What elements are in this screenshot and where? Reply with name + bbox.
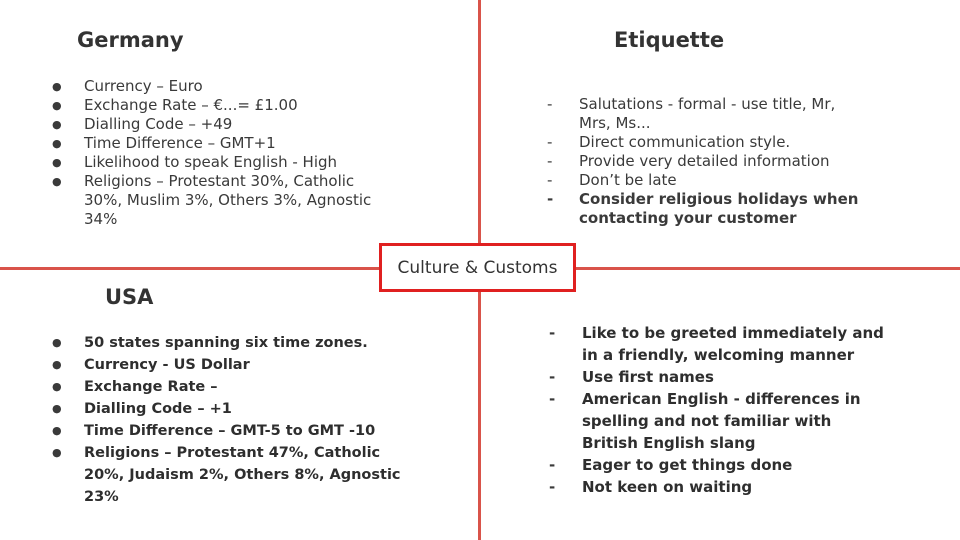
list-item	[52, 354, 402, 376]
list-item	[547, 190, 867, 228]
list-item	[549, 366, 889, 388]
dash-marker: -	[547, 152, 553, 170]
usa-title: USA	[105, 285, 154, 309]
dash-marker: -	[547, 133, 553, 151]
usa-facts-list	[52, 332, 402, 508]
bullet-icon: ●	[52, 424, 62, 437]
list-item	[52, 420, 402, 442]
list-item	[52, 172, 392, 229]
bullet-icon: ●	[52, 336, 62, 349]
list-item	[549, 454, 889, 476]
germany-etiquette-list	[547, 95, 867, 228]
germany-fact-time-difference: Time Difference – GMT+1	[84, 134, 276, 152]
usa-fact-religions: Religions – Protestant 47%, Catholic 20%, Judaism 2%, Others 8%, Agnostic 23%	[84, 445, 401, 505]
usa-etiquette-waiting: Not keen on waiting	[582, 478, 753, 496]
germany-fact-exchange-rate: Exchange Rate – €...= £1.00	[84, 96, 298, 114]
germany-facts-list	[52, 77, 392, 229]
culture-customs-label: Culture & Customs	[379, 243, 576, 292]
germany-fact-english: Likelihood to speak English - High	[84, 153, 338, 171]
list-item	[549, 322, 889, 366]
etiquette-information: Provide very detailed information	[579, 152, 830, 170]
list-item	[52, 332, 402, 354]
bullet-icon: ●	[52, 380, 62, 393]
dash-marker: -	[547, 190, 554, 208]
bullet-icon: ●	[52, 156, 62, 169]
list-item	[547, 171, 867, 190]
list-item	[52, 96, 392, 115]
list-item	[52, 398, 402, 420]
usa-etiquette-list	[549, 322, 889, 498]
bullet-icon: ●	[52, 137, 62, 150]
usa-fact-dialling-code: Dialling Code – +1	[84, 401, 232, 417]
bullet-icon: ●	[52, 402, 62, 415]
bullet-icon: ●	[52, 99, 62, 112]
dash-marker: -	[547, 95, 553, 113]
list-item	[52, 134, 392, 153]
list-item	[52, 153, 392, 172]
list-item	[52, 115, 392, 134]
list-item	[549, 388, 889, 454]
usa-fact-time-difference: Time Difference – GMT-5 to GMT -10	[84, 423, 376, 439]
dash-marker: -	[549, 324, 556, 342]
usa-fact-states: 50 states spanning six time zones.	[84, 335, 368, 351]
list-item	[52, 442, 402, 508]
usa-etiquette-greeting: Like to be greeted immediately and in a friendly, welcoming manner	[582, 324, 884, 364]
germany-fact-religions: Religions – Protestant 30%, Catholic 30%, Muslim 3%, Others 3%, Agnostic 34%	[84, 172, 372, 228]
dash-marker: -	[549, 368, 556, 386]
germany-fact-currency: Currency – Euro	[84, 77, 203, 95]
usa-etiquette-eager: Eager to get things done	[582, 456, 793, 474]
list-item	[547, 95, 867, 133]
usa-etiquette-first-names: Use first names	[582, 368, 714, 386]
usa-etiquette-english: American English - differences in spelling and not familiar with British English slang	[582, 390, 861, 452]
list-item	[547, 133, 867, 152]
bullet-icon: ●	[52, 446, 62, 459]
usa-fact-currency: Currency - US Dollar	[84, 357, 250, 373]
germany-title: Germany	[77, 28, 184, 52]
etiquette-salutations: Salutations - formal - use title, Mr, Mrs, Ms...	[579, 95, 836, 132]
bullet-icon: ●	[52, 118, 62, 131]
dash-marker: -	[549, 456, 556, 474]
list-item	[52, 376, 402, 398]
etiquette-punctuality: Don’t be late	[579, 171, 677, 189]
etiquette-communication: Direct communication style.	[579, 133, 791, 151]
etiquette-title: Etiquette	[614, 28, 725, 52]
dash-marker: -	[547, 171, 553, 189]
etiquette-religious-holidays: Consider religious holidays when contacting your customer	[579, 190, 859, 227]
list-item	[52, 77, 392, 96]
germany-fact-dialling-code: Dialling Code – +49	[84, 115, 233, 133]
bullet-icon: ●	[52, 175, 62, 188]
bullet-icon: ●	[52, 80, 62, 93]
bullet-icon: ●	[52, 358, 62, 371]
usa-fact-exchange-rate: Exchange Rate –	[84, 379, 218, 395]
dash-marker: -	[549, 390, 556, 408]
list-item	[547, 152, 867, 171]
list-item	[549, 476, 889, 498]
dash-marker: -	[549, 478, 556, 496]
